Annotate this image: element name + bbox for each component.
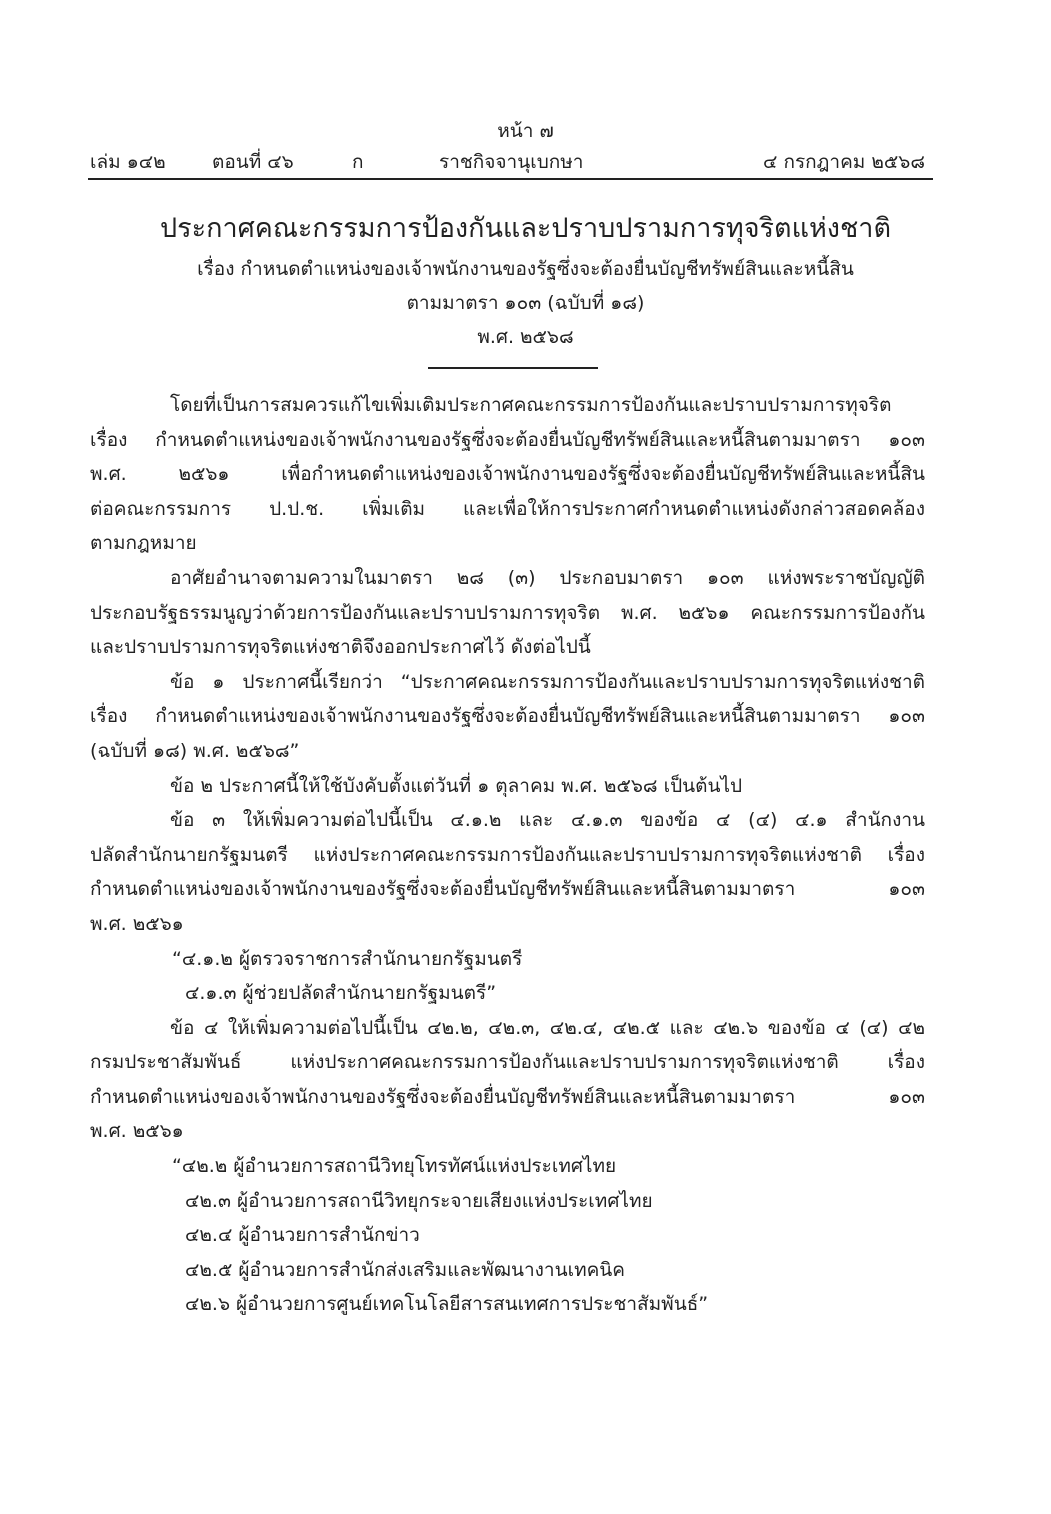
- list-item: “๔.๑.๒ ผู้ตรวจราชการสำนักนายกรัฐมนตรี: [172, 947, 523, 970]
- body-line: ประกอบรัฐธรรมนูญว่าด้วยการป้องกันและปราบปรามการทุจริต พ.ศ. ๒๕๖๑ คณะกรรมการป้องกัน: [90, 601, 925, 624]
- document-body: [90, 388, 925, 1322]
- announcement-title: ประกาศคณะกรรมการป้องกันและปราบปรามการทุจริตแห่งชาติ: [160, 213, 891, 244]
- body-line: อาศัยอำนาจตามความในมาตรา ๒๘ (๓) ประกอบมาตรา ๑๐๓ แห่งพระราชบัญญัติ: [170, 566, 925, 589]
- announcement-subject: เรื่อง กำหนดตำแหน่งของเจ้าพนักงานของรัฐซึ่งจะต้องยื่นบัญชีทรัพย์สินและหนี้สิน: [197, 258, 854, 280]
- body-line: กำหนดตำแหน่งของเจ้าพนักงานของรัฐซึ่งจะต้องยื่นบัญชีทรัพย์สินและหนี้สินตามมาตรา ๑๐๓: [90, 878, 925, 901]
- header-rule: [88, 178, 933, 180]
- body-line: เรื่อง กำหนดตำแหน่งของเจ้าพนักงานของรัฐซึ่งจะต้องยื่นบัญชีทรัพย์สินและหนี้สินตามมาตรา ๑๐๓: [90, 428, 925, 451]
- body-line: และปราบปรามการทุจริตแห่งชาติจึงออกประกาศไว้ ดังต่อไปนี้: [90, 636, 591, 659]
- body-line: พ.ศ. ๒๕๖๑: [90, 912, 184, 935]
- body-line: โดยที่เป็นการสมควรแก้ไขเพิ่มเติมประกาศคณะกรรมการป้องกันและปราบปรามการทุจริต: [170, 394, 892, 416]
- clause-3: ข้อ ๓ ให้เพิ่มความต่อไปนี้เป็น ๔.๑.๒ และ ๔.๑.๓ ของข้อ ๔ (๔) ๔.๑ สำนักงาน: [170, 809, 925, 832]
- body-line: ปลัดสำนักนายกรัฐมนตรี แห่งประกาศคณะกรรมการป้องกันและปราบปรามการทุจริตแห่งชาติ เรื่อง: [90, 843, 925, 866]
- clause-1: ข้อ ๑ ประกาศนี้เรียกว่า “ประกาศคณะกรรมการป้องกันและปราบปรามการทุจริตแห่งชาติ: [170, 670, 925, 693]
- body-line: พ.ศ. ๒๕๖๑ เพื่อกำหนดตำแหน่งของเจ้าพนักงานของรัฐซึ่งจะต้องยื่นบัญชีทรัพย์สินและหนี้สิน: [90, 463, 925, 486]
- title-divider: [428, 367, 598, 369]
- volume: เล่ม ๑๔๒: [90, 151, 166, 173]
- body-line: พ.ศ. ๒๕๖๑: [90, 1120, 184, 1143]
- body-line: (ฉบับที่ ๑๘) พ.ศ. ๒๕๖๘”: [90, 739, 300, 762]
- list-item: ๔๒.๖ ผู้อำนวยการศูนย์เทคโนโลยีสารสนเทศการประชาสัมพันธ์”: [185, 1293, 709, 1316]
- publication-name: ราชกิจจานุเบกษา: [439, 151, 584, 173]
- gazette-header: [90, 147, 925, 175]
- publication-date: ๔ กรกฎาคม ๒๕๖๘: [763, 151, 925, 173]
- section: ก: [352, 151, 364, 173]
- list-item: ๔.๑.๓ ผู้ช่วยปลัดสำนักนายกรัฐมนตรี”: [185, 982, 497, 1005]
- list-item: ๔๒.๕ ผู้อำนวยการสำนักส่งเสริมและพัฒนางานเทคนิค: [185, 1258, 625, 1281]
- body-line: กำหนดตำแหน่งของเจ้าพนักงานของรัฐซึ่งจะต้องยื่นบัญชีทรัพย์สินและหนี้สินตามมาตรา ๑๐๓: [90, 1085, 925, 1108]
- announcement-year: พ.ศ. ๒๕๖๘: [477, 326, 574, 348]
- body-line: ต่อคณะกรรมการ ป.ป.ช. เพิ่มเติม และเพื่อให้การประกาศกำหนดตำแหน่งดังกล่าวสอดคล้อง: [90, 497, 925, 520]
- clause-2: ข้อ ๒ ประกาศนี้ให้ใช้บังคับตั้งแต่วันที่ ๑ ตุลาคม พ.ศ. ๒๕๖๘ เป็นต้นไป: [170, 774, 743, 797]
- page-number: หน้า ๗: [497, 120, 554, 142]
- issue: ตอนที่ ๔๖: [212, 151, 294, 173]
- announcement-subject-cont: ตามมาตรา ๑๐๓ (ฉบับที่ ๑๘): [406, 292, 645, 314]
- list-item: “๔๒.๒ ผู้อำนวยการสถานีวิทยุโทรทัศน์แห่งประเทศไทย: [172, 1155, 617, 1178]
- clause-4: ข้อ ๔ ให้เพิ่มความต่อไปนี้เป็น ๔๒.๒, ๔๒.๓, ๔๒.๔, ๔๒.๕ และ ๔๒.๖ ของข้อ ๔ (๔) ๔๒: [170, 1016, 925, 1039]
- body-line: กรมประชาสัมพันธ์ แห่งประกาศคณะกรรมการป้องกันและปราบปรามการทุจริตแห่งชาติ เรื่อง: [90, 1051, 925, 1074]
- list-item: ๔๒.๓ ผู้อำนวยการสถานีวิทยุกระจายเสียงแห่งประเทศไทย: [185, 1189, 653, 1212]
- body-line: เรื่อง กำหนดตำแหน่งของเจ้าพนักงานของรัฐซึ่งจะต้องยื่นบัญชีทรัพย์สินและหนี้สินตามมาตรา ๑๐๓: [90, 705, 925, 728]
- list-item: ๔๒.๔ ผู้อำนวยการสำนักข่าว: [185, 1224, 420, 1247]
- body-line: ตามกฎหมาย: [90, 532, 197, 555]
